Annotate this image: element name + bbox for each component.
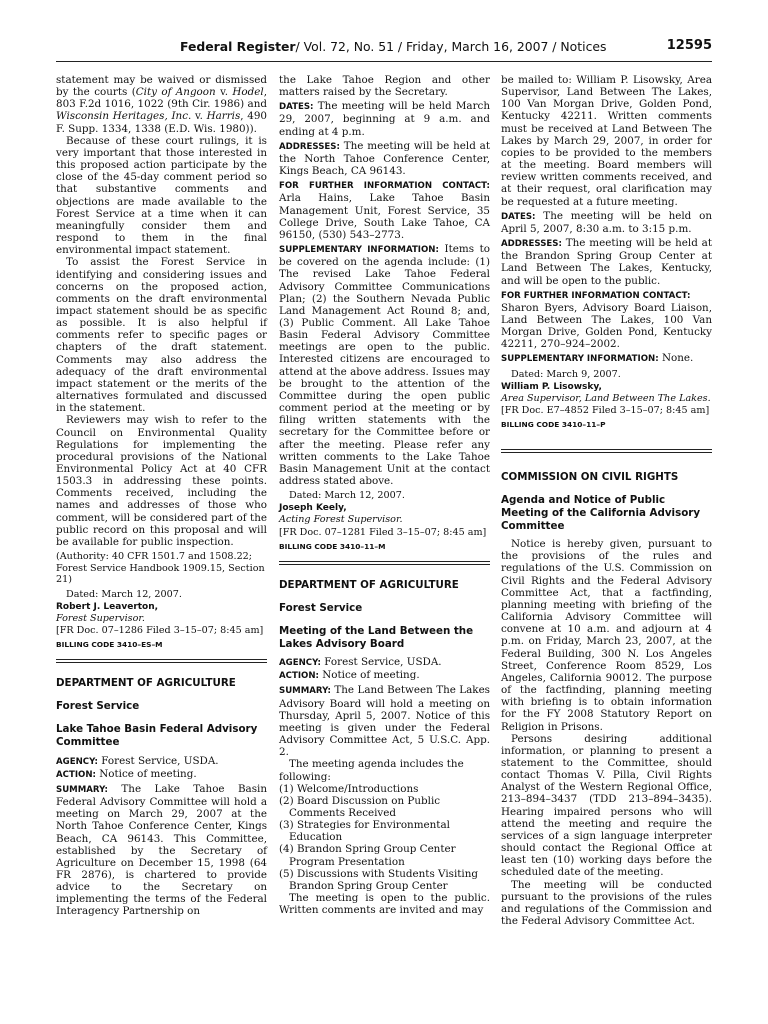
billing-code: BILLING CODE 3410–11–M (279, 541, 386, 551)
section-divider (279, 564, 490, 565)
agenda-intro: The meeting agenda includes the following: (279, 758, 464, 783)
signer-title: Acting Forest Supervisor. (279, 514, 403, 526)
column-2 (279, 74, 490, 916)
agenda-item: (2) Board Discussion on Public Comments Received (279, 794, 441, 819)
dates-paragraph: DATES: The meeting will be held on April 5, 2007, 8:30 a.m. to 3:15 p.m. (501, 209, 712, 235)
body-paragraph: To assist the Forest Service in identifying and considering issues and concerns on the proposed action, comments on the draft environmental impact statement should be as specific as possible. It is also helpful if comments refer to specific pages or chapters of the draft statement. Comments may also address the adequacy of the draft environmental impact statement or the merits of the alternatives formulated and discussed in the statement. (56, 256, 267, 415)
publication-name: Federal Register (180, 39, 296, 54)
agency-line: AGENCY: Forest Service, USDA. (56, 754, 219, 767)
signer-title: Area Supervisor, Land Between The Lakes. (501, 392, 711, 404)
body-paragraph: The meeting is open to the public. Written comments are invited and may (279, 892, 490, 917)
section-divider (56, 659, 267, 660)
section-divider (56, 662, 267, 663)
dates-paragraph: DATES: The meeting will be held March 29, 2007, beginning at 9 a.m. and ending at 4 p.m. (279, 100, 490, 138)
supplementary-paragraph: SUPPLEMENTARY INFORMATION: Items to be covered on the agenda include: (1) The revised Lake Tahoe Federal Advisory Committee Communications Plan; (2) the Southern Nevada Public Land Management Act Round 8; and, (3) Public Comment. All Lake Tahoe Basin Federal Advisory Committee meetings are open to the public. Interested citizens are encouraged to attend at the above address. Issues may be brought to the attention of the Committee during the open public comment period at the meeting or by filing written statements with the secretary for the Committee before or after the meeting. Please refer any written comments to the Lake Tahoe Basin Management Unit at the contact address stated above. (279, 243, 490, 487)
body-paragraph: Because of these court rulings, it is very important that those interested in this proposed action participate by the close of the 45-day comment period so that substantive comments and objections are made available to the Forest Service at a time when it can meaningfully consider them and respond to them in the final environmental impact statement. (56, 134, 267, 257)
signer-name: Joseph Keely, (279, 503, 347, 514)
department-heading: COMMISSION ON CIVIL RIGHTS (501, 471, 679, 484)
dated-line: Dated: March 12, 2007. (66, 588, 182, 600)
agency-line: AGENCY: Forest Service, USDA. (279, 656, 442, 669)
addresses-paragraph: ADDRESSES: The meeting will be held at the North Tahoe Conference Center, Kings Beach, CA 96143. (279, 139, 490, 178)
notice-title: Meeting of the Land Between the Lakes Advisory Board (279, 624, 474, 650)
body-paragraph: Notice is hereby given, pursuant to the provisions of the rules and regulations of the U.S. Commission on Civil Rights and the Federal Advisory Committee Act, that a factfinding, planning meeting with briefing of the California Advisory Committee will convene at 10 a.m. and adjourn at 4 p.m. on Friday, March 23, 2007, at the Federal Building, 300 N. Los Angeles Street, Conference Room 8529, Los Angeles, California 90012. The purpose of the factfinding, planning meeting with briefing is to obtain information for the FY 2008 Statutory Report on Religion in Prisons. (501, 538, 712, 733)
column-1 (56, 74, 267, 918)
supplementary-paragraph: SUPPLEMENTARY INFORMATION: None. (501, 352, 694, 365)
page-header (56, 37, 712, 62)
contact-label: FOR FURTHER INFORMATION CONTACT: (501, 290, 691, 301)
notice-title: Agenda and Notice of Public Meeting of the California Advisory Committee (501, 494, 701, 532)
issue-line: / Vol. 72, No. 51 / Friday, March 16, 2007 / Notices (295, 39, 607, 54)
section-divider (501, 449, 712, 450)
running-head (180, 39, 606, 54)
action-line: ACTION: Notice of meeting. (279, 669, 420, 682)
billing-code: BILLING CODE 3410–ES–M (56, 640, 163, 650)
action-line: ACTION: Notice of meeting. (56, 767, 197, 780)
dated-line: Dated: March 9, 2007. (511, 368, 621, 380)
contact-paragraph: Sharon Byers, Advisory Board Liaison, Land Between The Lakes, 100 Van Morgan Drive, Golden Pond, Kentucky 42211, 270–924–2002. (501, 301, 712, 351)
body-paragraph: The meeting will be conducted pursuant to the provisions of the rules and regulations of the Commission and the Federal Advisory Committee Act. (501, 878, 712, 927)
addresses-paragraph: ADDRESSES: The meeting will be held at the Brandon Spring Group Center at Land Between The Lakes, Kentucky, and will be open to the public. (501, 237, 712, 287)
page-number: 12595 (666, 38, 712, 53)
body-paragraph: Persons desiring additional information, or planning to present a statement to the Committee, should contact Thomas V. Pilla, Civil Rights Analyst of the Western Regional Office, 213–894–3437 (TDD 213–894–3435). Hearing impaired persons who will attend the meeting and require the services of a sign language interpreter should contact the Regional Office at least ten (10) working days before the scheduled date of the meeting. (501, 732, 712, 879)
fr-doc-line: [FR Doc. E7–4852 Filed 3–15–07; 8:45 am] (501, 405, 710, 417)
signer-title: Forest Supervisor. (56, 612, 145, 624)
fr-doc-line: [FR Doc. 07–1286 Filed 3–15–07; 8:45 am] (56, 625, 264, 637)
agenda-item: (4) Brandon Spring Group Center Program Presentation (279, 843, 456, 868)
section-divider (279, 561, 490, 562)
dated-line: Dated: March 12, 2007. (289, 490, 405, 502)
summary-paragraph: SUMMARY: The Lake Tahoe Basin Federal Advisory Committee will hold a meeting on March 29, 2007 at the North Tahoe Conference Center, Kings Beach, CA 96143. This Committee, established by the Secretary of Agriculture on December 15, 1998 (64 FR 2876), is chartered to provide advice to the Secretary on implementing the terms of the Federal Interagency Partnership on (56, 782, 267, 918)
signer-name: William P. Lisowsky, (501, 381, 602, 392)
agenda-item: (1) Welcome/Introductions (279, 782, 419, 795)
billing-code: BILLING CODE 3410–11–P (501, 420, 606, 430)
subagency-heading: Forest Service (56, 700, 140, 713)
body-paragraph: Reviewers may wish to refer to the Council on Environmental Quality Regulations for implementing the procedural provisions of the National Environmental Policy Act at 40 CFR 1503.3 in addressing these points. Comments received, including the names and addresses of those who comment, will be considered part of the public record on this proposal and will be available for public inspection. (56, 414, 267, 548)
fr-doc-line: [FR Doc. 07–1281 Filed 3–15–07; 8:45 am] (279, 526, 487, 538)
section-divider (501, 452, 712, 453)
subagency-heading: Forest Service (279, 601, 363, 614)
agenda-item: (3) Strategies for Environmental Education (279, 819, 450, 844)
agenda-item: (5) Discussions with Students Visiting Brandon Spring Group Center (279, 867, 479, 892)
body-paragraph: be mailed to: William P. Lisowsky, Area Supervisor, Land Between The Lakes, 100 Van Morgan Drive, Golden Pond, Kentucky 42211. Written comments must be received at Land Between The Lakes by March 29, 2007, in order for copies to be provided to the members at the meeting. Board members will review written comments received, and at their request, oral clarification may be requested at a future meeting. (501, 74, 712, 208)
authority-note: (Authority: 40 CFR 1501.7 and 1508.22; Forest Service Handbook 1909.15, Section 21) (56, 551, 265, 586)
notice-title: Lake Tahoe Basin Federal Advisory Committee (56, 723, 258, 748)
contact-paragraph: FOR FURTHER INFORMATION CONTACT: Arla Hains, Lake Tahoe Basin Management Unit, Forest Service, 35 College Drive, South Lake Tahoe, CA 96150, (530) 543–2773. (279, 181, 490, 241)
signer-name: Robert J. Leaverton, (56, 601, 159, 612)
body-paragraph: the Lake Tahoe Region and other matters raised by the Secretary. (279, 74, 490, 99)
department-heading: DEPARTMENT OF AGRICULTURE (56, 677, 236, 690)
summary-paragraph: SUMMARY: The Land Between The Lakes Advisory Board will hold a meeting on Thursday, April 5, 2007. Notice of this meeting is given under the Federal Advisory Committee Act, 5 U.S.C. App. 2. (279, 684, 490, 759)
column-3 (501, 74, 712, 927)
court-rulings-paragraph: statement may be waived or dismissed by the courts (City of Angoon v. Hodel, 803 F.2d 1016, 1022 (9th Cir. 1986) and Wisconsin Heritages, Inc. v. Harris, 490 F. Supp. 1334, 1338 (E.D. Wis. 1980)). (56, 74, 267, 135)
department-heading: DEPARTMENT OF AGRICULTURE (279, 578, 459, 591)
